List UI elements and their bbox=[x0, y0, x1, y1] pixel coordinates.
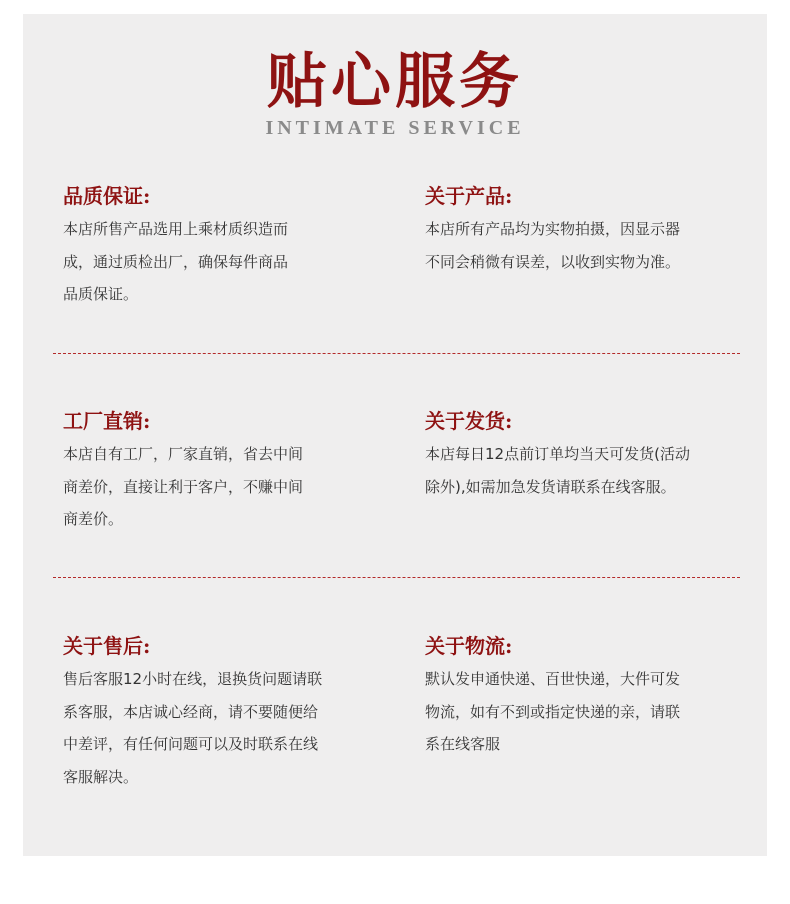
body-line: 系客服，本店诚心经商，请不要随便给 bbox=[63, 702, 319, 721]
section-after-sales bbox=[63, 633, 383, 793]
body-line: 不同会稍微有误差，以收到实物为准。 bbox=[425, 252, 681, 271]
section-body bbox=[63, 438, 363, 536]
section-factory-direct bbox=[63, 408, 383, 536]
section-heading: 工厂直销: bbox=[63, 409, 151, 433]
body-line: 商差价，直接让利于客户，不赚中间 bbox=[63, 477, 304, 496]
section-quality bbox=[63, 183, 383, 311]
body-line: 客服解决。 bbox=[63, 767, 139, 786]
section-body bbox=[425, 213, 725, 278]
section-heading: 关于发货: bbox=[425, 409, 513, 433]
body-line: 商差价。 bbox=[63, 510, 124, 528]
dashed-divider bbox=[53, 577, 740, 578]
body-line: 成，通过质检出厂，确保每件商品 bbox=[63, 252, 289, 271]
section-logistics bbox=[425, 633, 745, 761]
section-products bbox=[425, 183, 745, 278]
section-shipping bbox=[425, 408, 745, 503]
body-line: 本店所有产品均为实物拍摄，因显示器 bbox=[425, 220, 681, 238]
body-line: 中差评，有任何问题可以及时联系在线 bbox=[63, 735, 319, 753]
section-heading: 品质保证: bbox=[63, 184, 151, 208]
section-body bbox=[63, 213, 363, 311]
body-line: 本店所售产品选用上乘材质织造而 bbox=[63, 220, 289, 238]
body-line: 售后客服12小时在线，退换货问题请联 bbox=[63, 670, 323, 688]
page-title: 贴心服务 bbox=[267, 47, 523, 117]
section-body bbox=[63, 663, 363, 793]
section-heading: 关于产品: bbox=[425, 184, 513, 208]
dashed-divider bbox=[53, 353, 740, 354]
body-line: 本店每日12点前订单均当天可发货(活动 bbox=[425, 445, 690, 463]
body-line: 默认发申通快递、百世快递，大件可发 bbox=[425, 670, 681, 688]
page-subtitle: INTIMATE SERVICE bbox=[265, 117, 525, 139]
body-line: 物流，如有不到或指定快递的亲，请联 bbox=[425, 702, 681, 721]
section-heading: 关于售后: bbox=[63, 634, 151, 658]
section-body bbox=[425, 663, 725, 761]
body-line: 品质保证。 bbox=[63, 285, 139, 303]
body-line: 除外),如需加急发货请联系在线客服。 bbox=[425, 477, 676, 496]
section-heading: 关于物流: bbox=[425, 634, 513, 658]
body-line: 本店自有工厂，厂家直销，省去中间 bbox=[63, 445, 304, 463]
section-body bbox=[425, 438, 725, 503]
body-line: 系在线客服 bbox=[425, 735, 501, 753]
